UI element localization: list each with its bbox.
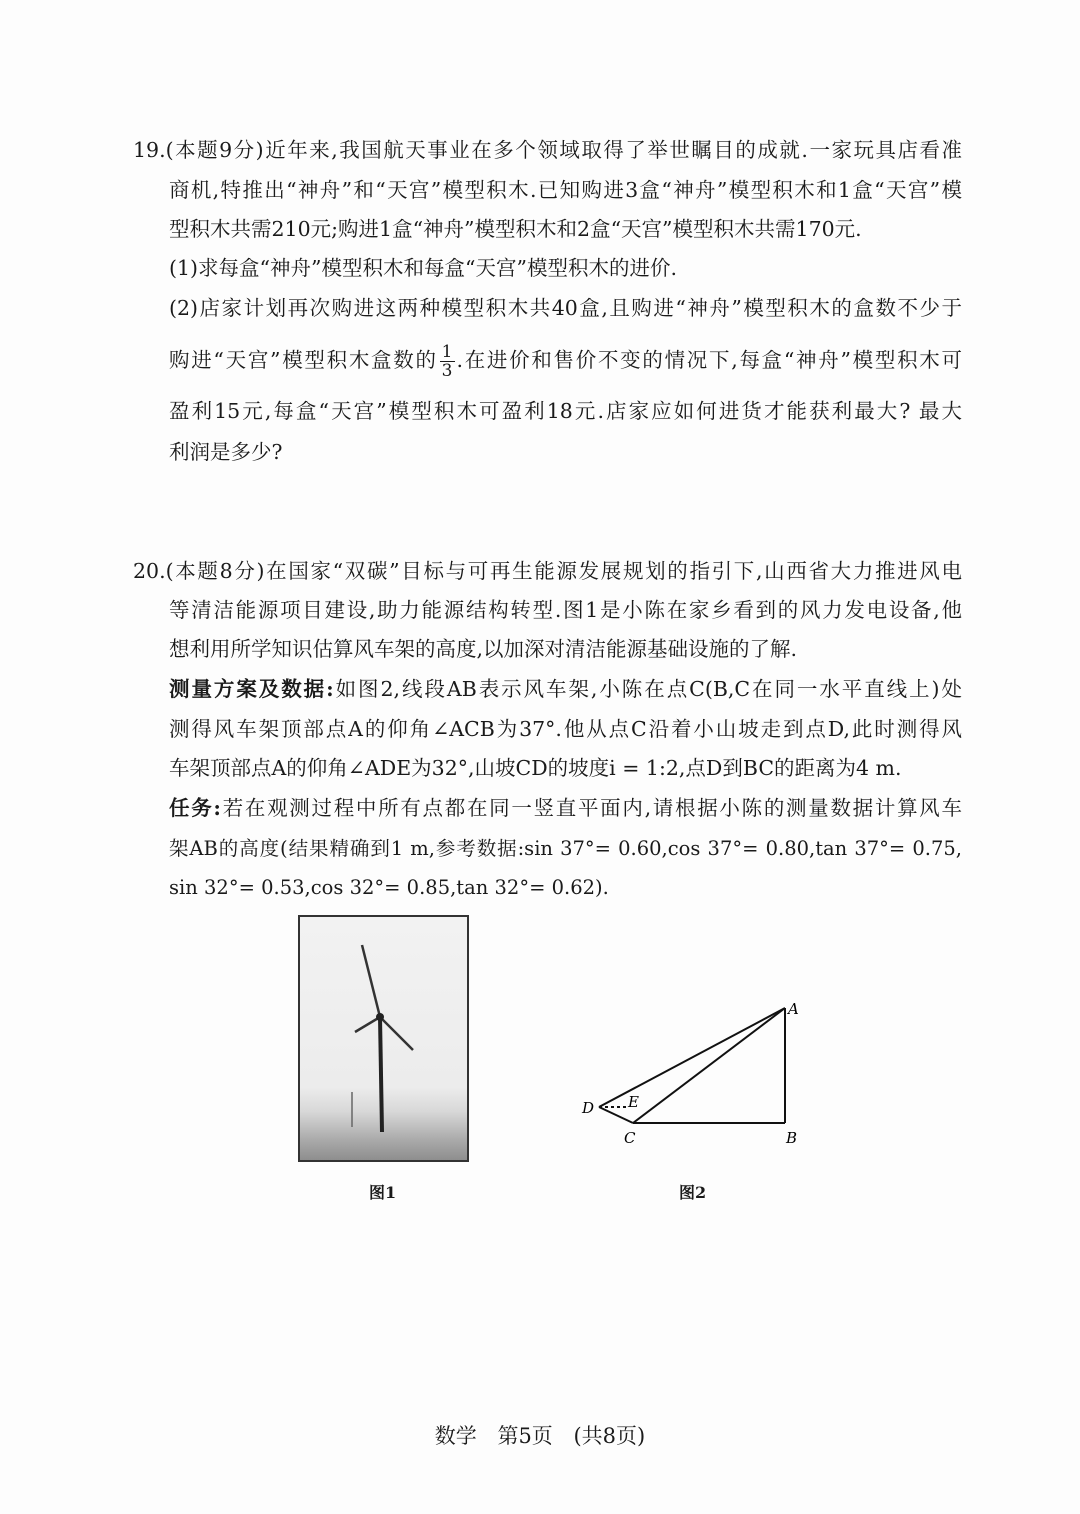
wind-turbine-photo (298, 915, 469, 1162)
scheme-label: 测量方案及数据: (169, 677, 334, 701)
q19-line: 利润是多少? (169, 440, 283, 464)
q20-line: 20.(本题8分)在国家“双碳”目标与可再生能源发展规划的指引下,山西省大力推进风电 (133, 559, 962, 583)
numerator: 1 (441, 342, 453, 362)
q20-line: 等清洁能源项目建设,助力能源结构转型.图1是小陈在家乡看到的风力发电设备,他 (169, 598, 962, 622)
fig2-caption: 图2 (679, 1183, 707, 1202)
q19-fraction-line (169, 343, 962, 380)
wind-turbine-icon (300, 917, 467, 1160)
fig1-caption: 图1 (369, 1183, 397, 1202)
geometry-diagram (570, 990, 810, 1155)
q19-part1: (1)求每盒“神舟”模型积木和每盒“天宫”模型积木的进价. (169, 256, 677, 280)
denominator: 3 (441, 361, 453, 381)
q19-line: 商机,特推出“神舟”和“天宫”模型积木.已知购进3盒“神舟”模型积木和1盒“天宫”模 (169, 178, 962, 202)
line-CA (633, 1008, 785, 1123)
text: 若在观测过程中所有点都在同一竖直平面内,请根据小陈的测量数据计算风车 (220, 796, 962, 820)
q20-scheme-line (169, 675, 962, 703)
q19-line: 19.(本题9分)近年来,我国航天事业在多个领域取得了举世瞩目的成就.一家玩具店看准 (133, 138, 962, 162)
label-C: C (624, 1129, 636, 1147)
text: .在进价和售价不变的情况下,每盒“神舟”模型积木可 (456, 348, 962, 372)
page-footer: 数学 第5页 (共8页) (434, 1424, 646, 1448)
label-D: D (582, 1099, 595, 1117)
q19-line: 盈利15元,每盒“天宫”模型积木可盈利18元.店家应如何进货才能获利最大? 最大 (169, 399, 962, 423)
label-E: E (628, 1093, 639, 1111)
q20-line: 想利用所学知识估算风车架的高度,以加深对清洁能源基础设施的了解. (169, 637, 798, 661)
text: 如图2,线段AB表示风车架,小陈在点C(B,C在同一水平直线上)处 (333, 677, 962, 701)
q20-line: 架AB的高度(结果精确到1 m,参考数据:sin 37°= 0.60,cos 37°= 0.80,tan 37°= 0.75, (169, 837, 962, 860)
text: 购进“天宫”模型积木盒数的 (169, 348, 438, 372)
q20-line: 测得风车架顶部点A的仰角∠ACB为37°.他从点C沿着小山坡走到点D,此时测得风 (169, 717, 962, 741)
q19-part2-line: (2)店家计划再次购进这两种模型积木共40盒,且购进“神舟”模型积木的盒数不少于 (169, 296, 962, 320)
fraction-one-third (440, 343, 455, 380)
label-A: A (788, 1000, 799, 1018)
q20-line: 车架顶部点A的仰角∠ADE为32°,山坡CD的坡度i = 1:2,点D到BC的距离为4 m. (169, 756, 902, 780)
q19-line: 型积木共需210元;购进1盒“神舟”模型积木和2盒“天宫”模型积木共需170元. (169, 217, 862, 241)
task-label: 任务: (169, 796, 221, 820)
line-DA (599, 1008, 785, 1107)
label-B: B (786, 1129, 798, 1147)
q20-line: sin 32°= 0.53,cos 32°= 0.85,tan 32°= 0.62). (169, 876, 609, 899)
q20-task-line (169, 794, 962, 822)
